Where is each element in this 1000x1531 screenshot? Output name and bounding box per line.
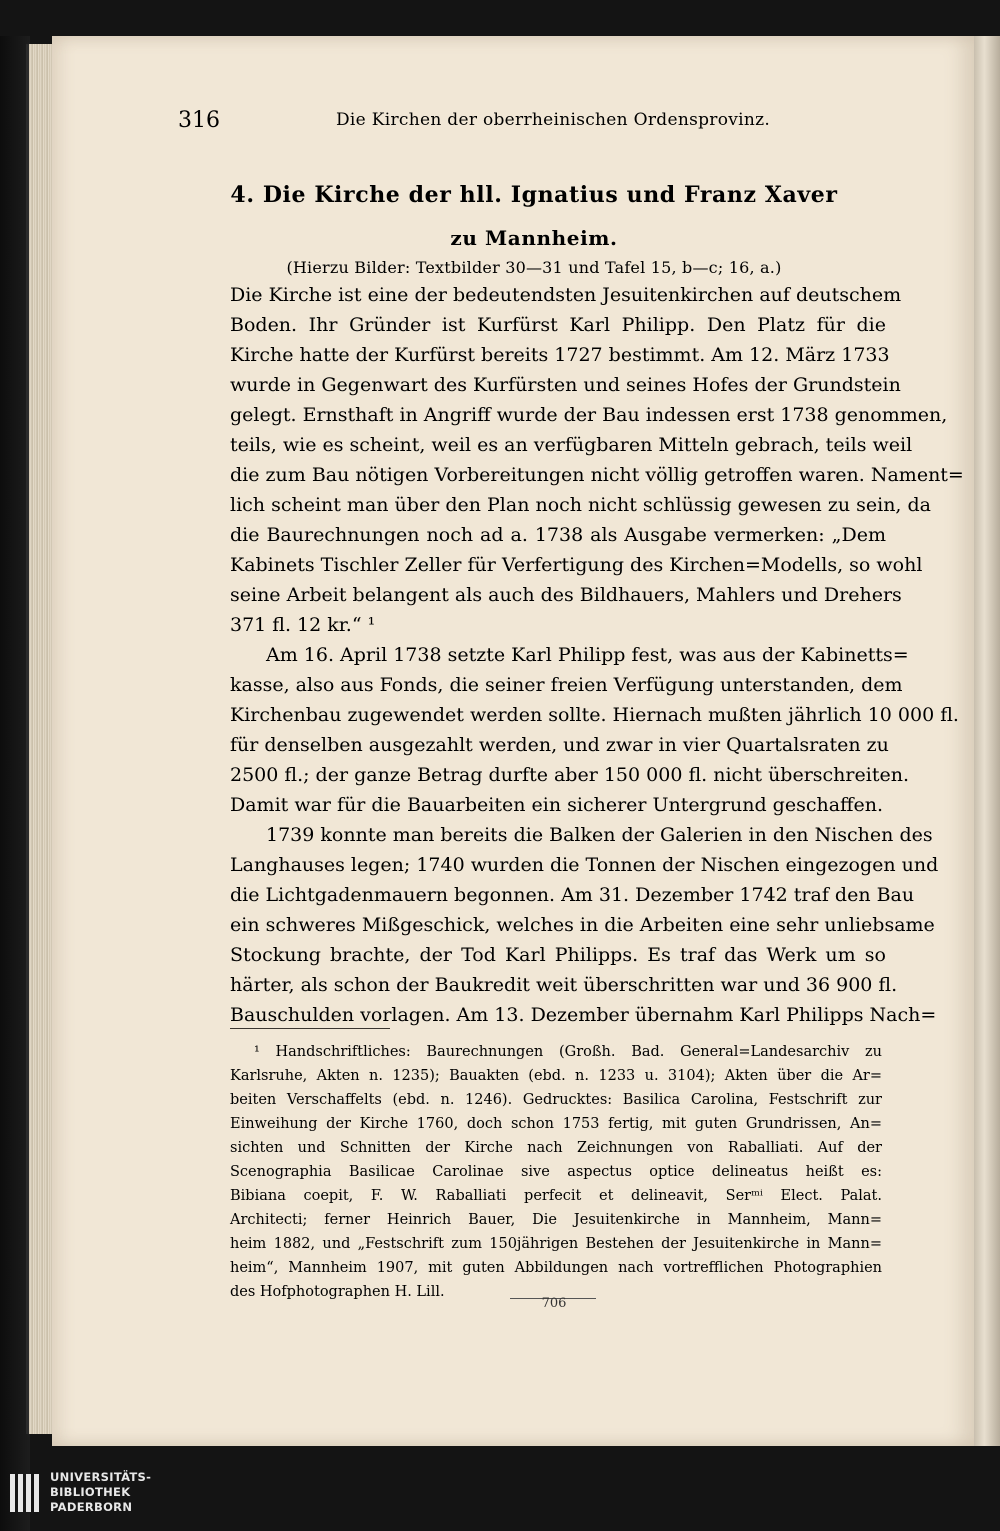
library-name-line: PADERBORN — [50, 1500, 133, 1514]
footnote-divider — [230, 1028, 390, 1029]
footnote-line: Scenographia Basilicae Carolinae sive aspectus optice delineatus heißt es: — [230, 1164, 882, 1180]
body-line: Die Kirche ist eine der bedeutendsten Jesuitenkirchen auf deutschem — [230, 284, 902, 306]
body-line: teils, wie es scheint, weil es an verfügbaren Mitteln gebrach, teils weil — [230, 434, 913, 456]
scan-frame-top — [0, 0, 1000, 36]
body-line: Boden. Ihr Gründer ist Kurfürst Karl Philipp. Den Platz für die — [230, 314, 886, 336]
section-heading-place: zu Mannheim. — [450, 226, 618, 250]
footnote-line: sichten und Schnitten der Kirche nach Zeichnungen von Raballiati. Auf der — [230, 1140, 882, 1156]
body-line: für denselben ausgezahlt werden, und zwar in vier Quartalsraten zu — [230, 734, 889, 756]
section-heading: 4. Die Kirche der hll. Ignatius und Franz Xaver — [230, 182, 838, 208]
body-line: Kabinets Tischler Zeller für Verfertigung des Kirchen=Modells, so wohl — [230, 554, 923, 576]
body-line: Kirchenbau zugewendet werden sollte. Hiernach mußten jährlich 10 000 fl. — [230, 704, 959, 726]
body-line: Langhauses legen; 1740 wurden die Tonnen der Nischen eingezogen und — [230, 854, 939, 876]
body-line: wurde in Gegenwart des Kurfürsten und seines Hofes der Grundstein — [230, 374, 901, 396]
body-line: ein schweres Mißgeschick, welches in die Arbeiten eine sehr unliebsame — [230, 914, 935, 936]
body-line: Bauschulden vorlagen. Am 13. Dezember übernahm Karl Philipps Nach= — [230, 1004, 937, 1026]
body-line: die Baurechnungen noch ad a. 1738 als Ausgabe vermerken: „Dem — [230, 524, 886, 546]
footnote-line: beiten Verschaffelts (ebd. n. 1246). Gedrucktes: Basilica Carolina, Festschrift zur — [230, 1092, 882, 1108]
library-name-line: BIBLIOTHEK — [50, 1485, 131, 1499]
illustration-references: (Hierzu Bilder: Textbilder 30—31 und Tafel 15, b—c; 16, a.) — [286, 258, 782, 277]
footnote-line: Architecti; ferner Heinrich Bauer, Die Jesuitenkirche in Mannheim, Mann= — [230, 1212, 882, 1228]
footnote-line: heim 1882, und „Festschrift zum 150jährigen Bestehen der Jesuitenkirche in Mann= — [230, 1236, 882, 1252]
body-line: die zum Bau nötigen Vorbereitungen nicht völlig getroffen waren. Nament= — [230, 464, 964, 486]
body-line: 1739 konnte man bereits die Balken der Galerien in den Nischen des — [266, 824, 933, 846]
body-line: die Lichtgadenmauern begonnen. Am 31. Dezember 1742 traf den Bau — [230, 884, 915, 906]
footnote-line: ¹ Handschriftliches: Baurechnungen (Großh. Bad. General=Landesarchiv zu — [254, 1044, 882, 1060]
body-line: seine Arbeit belangent als auch des Bildhauers, Mahlers und Drehers — [230, 584, 902, 606]
body-line: 2500 fl.; der ganze Betrag durfte aber 150 000 fl. nicht überschreiten. — [230, 764, 909, 786]
library-emblem-icon — [6, 1470, 46, 1516]
footnote-line: Einweihung der Kirche 1760, doch schon 1753 fertig, mit guten Grundrissen, An= — [230, 1116, 882, 1132]
running-head — [178, 108, 798, 136]
body-line: 371 fl. 12 kr.“ ¹ — [230, 614, 376, 636]
body-line: Stockung brachte, der Tod Karl Philipps. Es traf das Werk um so — [230, 944, 886, 966]
body-line: härter, als schon der Baukredit weit überschritten war und 36 900 fl. — [230, 974, 898, 996]
footnote-line: Bibiana coepit, F. W. Raballiati perfecit et delineavit, Serᵐⁱ Elect. Palat. — [230, 1188, 882, 1204]
book-gutter — [974, 36, 1000, 1446]
body-line: lich scheint man über den Plan noch nicht schlüssig gewesen zu sein, da — [230, 494, 931, 516]
running-title: Die Kirchen der oberrheinischen Ordensprovinz. — [336, 110, 771, 130]
body-line: Damit war für die Bauarbeiten ein sicherer Untergrund geschaffen. — [230, 794, 884, 816]
footnote-line: Karlsruhe, Akten n. 1235); Bauakten (ebd. n. 1233 u. 3104); Akten über die Ar= — [230, 1068, 882, 1084]
printer-signature: 706 — [541, 1296, 567, 1311]
library-name-line: UNIVERSITÄTS- — [50, 1470, 152, 1484]
body-line: gelegt. Ernsthaft in Angriff wurde der Bau indessen erst 1738 genommen, — [230, 404, 948, 426]
library-logo — [6, 1470, 166, 1528]
body-line: Am 16. April 1738 setzte Karl Philipp fest, was aus der Kabinetts= — [266, 644, 909, 666]
footnote-line: heim“, Mannheim 1907, mit guten Abbildungen nach vortrefflichen Photographien — [230, 1260, 882, 1276]
page-number: 316 — [178, 108, 220, 133]
footnote-line: des Hofphotographen H. Lill. — [230, 1284, 445, 1300]
library-name — [50, 1470, 151, 1515]
body-line: kasse, also aus Fonds, die seiner freien Verfügung unterstanden, dem — [230, 674, 903, 696]
body-line: Kirche hatte der Kurfürst bereits 1727 bestimmt. Am 12. März 1733 — [230, 344, 890, 366]
